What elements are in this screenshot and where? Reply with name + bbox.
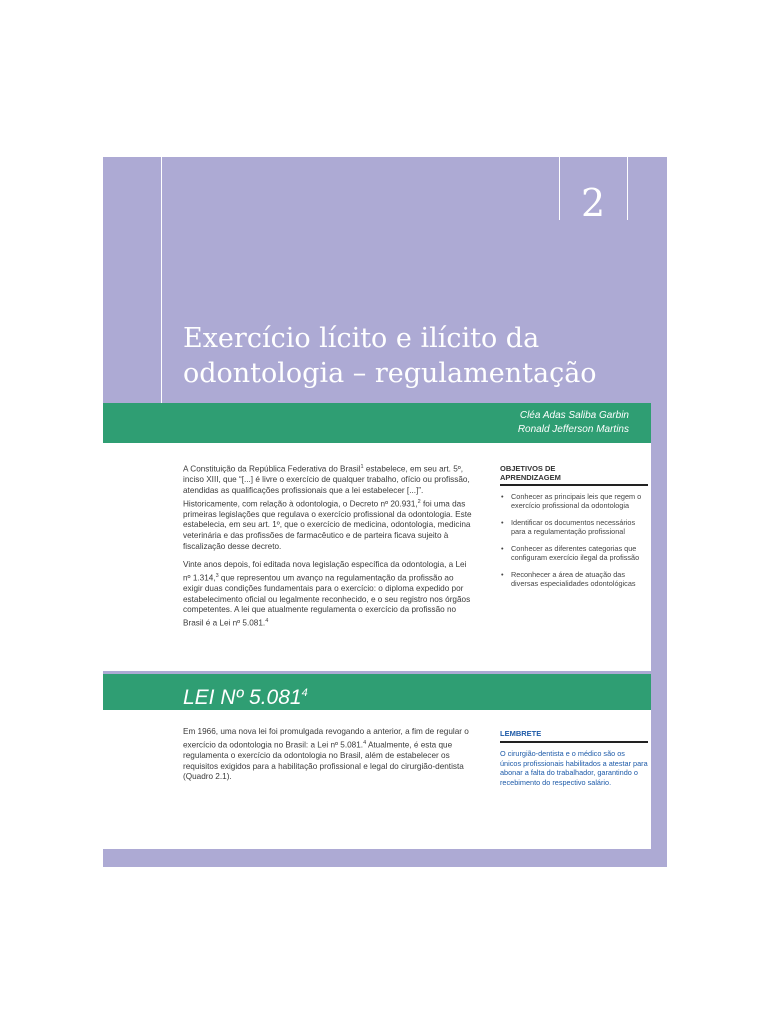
chapter-title-line-1: Exercício lícito e ilícito da (183, 323, 540, 354)
objectives-box (500, 464, 648, 596)
footnote-ref: 1 (360, 464, 364, 470)
lembrete-box (500, 729, 648, 787)
bullet-icon: • (501, 518, 504, 527)
section-text (183, 727, 475, 791)
intro-paragraph-2: Vinte anos depois, foi editada nova legislação específica da odontologia, a Lei nº 1.314,$^3$ que representou um avanço na regulamentação da profissão ao exigir duas condições fundamentais para o exercício: o diploma expedido por estabelecimento oficial ou legalmente reconhecido, e o seu registro nos órgãos competentes. A lei que atualmente regulamenta o exercício da profissão no Brasil é a Lei nº 5.081.$^4$ (183, 560, 471, 628)
footnote-ref: 4 (363, 739, 367, 746)
objectives-list (500, 492, 648, 588)
authors (518, 409, 629, 437)
objective-item: • Conhecer as principais leis que regem o exercício profissional da odontologia (501, 492, 642, 510)
footnote-ref: 3 (215, 572, 219, 579)
bullet-icon: • (501, 492, 504, 501)
objective-item: • Identificar os documentos necessários para a regulamentação profissional (501, 518, 636, 536)
section-heading: LEI Nº 5.081$^4$ (183, 686, 308, 709)
intro-panel (103, 443, 651, 671)
authors-band (103, 403, 651, 443)
lembrete-title: LEMBRETE (500, 729, 648, 743)
author-1: Cléa Adas Saliba Garbin (519, 410, 629, 421)
bullet-icon: • (501, 544, 504, 553)
footnote-ref: 2 (417, 498, 421, 505)
intro-text (183, 462, 475, 637)
chapter-number: 2 (581, 181, 606, 225)
section-heading-band (103, 674, 651, 710)
intro-paragraph-1: A Constituição da República Federativa do Brasil$^1$ estabelece, em seu art. 5º, inciso XIII, que “[...] é livre o exercício de qualquer trabalho, ofício ou profissão, atendidas as qualificações profissionais que a lei estabelecer [...]”. Historicamente, com relação à odontologia, o Decreto nº 20.931,$^2$ foi uma das primeiras legislações que regulava o exercício profissional da odontologia. Este estabelecia, em seu art. 1º, que o exercício de medicina, odontologia, medicina veterinária e das profissões de farmacêutico e de parteira ficava sujeito à fiscalização desse decreto. (183, 464, 472, 551)
chapter-rule-right (627, 157, 628, 220)
chapter-title (183, 321, 653, 391)
footnote-ref: 4 (265, 617, 269, 624)
footnote-ref: 4 (301, 687, 308, 699)
chapter-rule-left (559, 157, 560, 220)
bullet-icon: • (501, 570, 504, 579)
lembrete-text: O cirurgião-dentista e o médico são os únicos profissionais habilitados a atestar para abonar a falta do trabalhador, garantindo o recebimento do respectivo salário. (500, 749, 648, 787)
section-panel (103, 710, 651, 849)
left-vertical-rule (161, 157, 162, 403)
objective-item: • Conhecer as diferentes categorias que configuram exercício ilegal da profissão (501, 544, 640, 562)
chapter-title-line-2: odontologia – regulamentação (183, 358, 597, 389)
section-paragraph: Em 1966, uma nova lei foi promulgada revogando a anterior, a fim de regular o exercício da odontologia no Brasil: a Lei nº 5.081.$^4$ Atualmente, é esta que regulamenta o exercício da odontologia no Brasil, além de estabelecer os requisitos exigidos para a habilitação profissional e legal do cirurgião-dentista (Quadro 2.1). (183, 727, 469, 782)
objective-item: • Reconhecer a área de atuação das diversas especialidades odontológicas (501, 570, 636, 588)
objectives-title: OBJETIVOS DE APRENDIZAGEM (500, 464, 648, 486)
book-page (103, 157, 667, 867)
author-2: Ronald Jefferson Martins (517, 424, 629, 435)
